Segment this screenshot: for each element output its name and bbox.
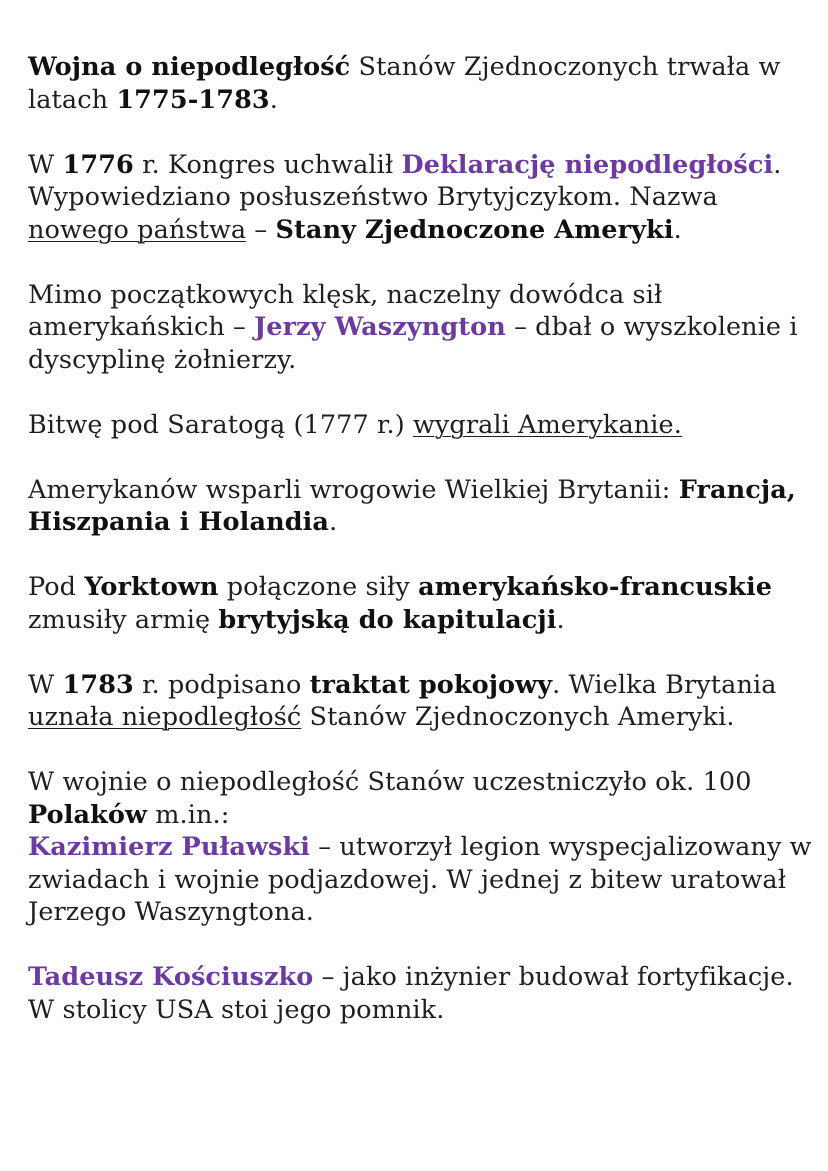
- underlined-text: uznała niepodległość: [28, 702, 302, 732]
- paragraph: [28, 766, 818, 929]
- bold-text: Stany Zjednoczone Ameryki: [275, 214, 674, 245]
- text-run: r. Kongres uchwalił: [133, 149, 402, 180]
- text-run: Bitwę pod Saratogą (1777 r.): [28, 409, 413, 440]
- paragraph: [28, 149, 818, 247]
- highlighted-name: Kazimierz Puławski: [28, 832, 311, 862]
- paragraph: [28, 571, 818, 636]
- bold-text: traktat pokojowy: [309, 669, 553, 700]
- bold-text: amerykańsko-francuskie: [418, 572, 773, 602]
- text-run: .: [673, 214, 682, 245]
- paragraph: [28, 279, 818, 377]
- text-run: . Wielka Brytania: [552, 669, 777, 700]
- text-run: W: [28, 149, 63, 180]
- text-run: .: [556, 604, 565, 635]
- highlighted-name: Tadeusz Kościuszko: [28, 962, 314, 992]
- text-run: Stanów Zjednoczonych trwała w latach: [28, 52, 781, 115]
- text-run: .: [329, 507, 338, 537]
- bold-text: Yorktown: [84, 572, 219, 602]
- bold-text: Polaków: [28, 799, 148, 830]
- text-run: Amerykanów wsparli wrogowie Wielkiej Brytanii:: [28, 474, 679, 505]
- text-run: Mimo początkowych klęsk, naczelny dowódca sił amerykańskich –: [28, 279, 663, 342]
- text-run: połączone siły: [218, 572, 419, 602]
- bold-text: 1776: [62, 149, 134, 180]
- text-run: r. podpisano: [133, 669, 310, 700]
- bold-text: Wojna o niepodległość: [28, 52, 351, 82]
- text-run: Stanów Zjednoczonych Ameryki.: [301, 702, 735, 732]
- paragraph: [28, 474, 818, 539]
- bold-text: brytyjską do kapitulacji: [218, 604, 557, 635]
- paragraph: [28, 961, 818, 1026]
- paragraph: [28, 51, 818, 116]
- document-body: [28, 51, 818, 1059]
- text-run: –: [246, 214, 276, 245]
- text-run: – utworzył legion wyspecjalizowany w zwiadach i wojnie podjazdowej. W jednej z bitew uratował Jerzego Waszyngtona.: [28, 832, 812, 927]
- text-run: zmusiły armię: [28, 604, 219, 635]
- underlined-text: wygrali Amerykanie.: [412, 409, 682, 440]
- highlighted-name: Jerzy Waszyngton: [254, 312, 506, 342]
- text-run: m.in.:: [147, 799, 230, 830]
- bold-text: 1775-1783: [116, 84, 270, 115]
- highlighted-name: Deklarację niepodległości: [401, 149, 774, 180]
- text-run: Pod: [28, 572, 85, 602]
- text-run: W: [28, 669, 63, 700]
- bold-text: 1783: [62, 669, 134, 700]
- bold-text: Francja, Hiszpania i Holandia: [28, 474, 796, 537]
- paragraph: [28, 409, 818, 442]
- underlined-text: nowego państwa: [28, 214, 247, 245]
- text-run: W wojnie o niepodległość Stanów uczestniczyło ok. 100: [28, 767, 752, 797]
- text-run: . Wypowiedziano posłuszeństwo Brytyjczykom. Nazwa: [28, 149, 782, 212]
- text-run: – dbał o wyszkolenie i dyscyplinę żołnierzy.: [28, 312, 798, 375]
- paragraph: [28, 669, 818, 734]
- text-run: .: [269, 84, 278, 115]
- text-run: – jako inżynier budował fortyfikacje. W stolicy USA stoi jego pomnik.: [28, 962, 794, 1025]
